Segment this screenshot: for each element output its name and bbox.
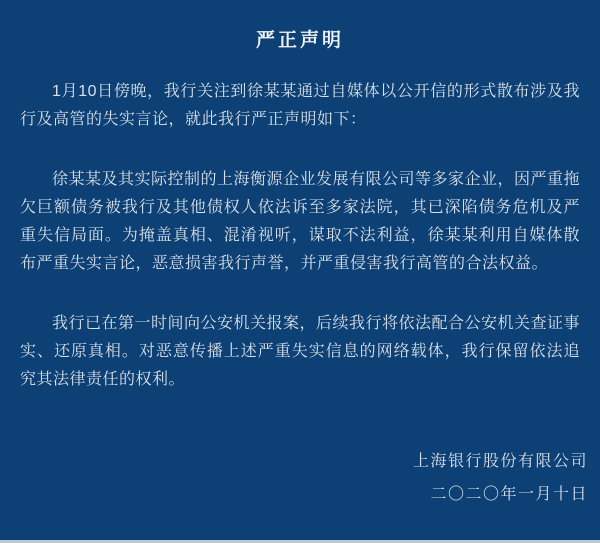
- signature-date: 二〇二〇年一月十日: [430, 486, 588, 503]
- statement-paragraph-1: 1月10日傍晚，我行关注到徐某某通过自媒体以公开信的形式散布涉及我行及高管的失实言论，就此我行严正声明如下：: [20, 83, 580, 128]
- statement-title: 严正声明: [255, 30, 344, 51]
- statement-paragraph-2: 徐某某及其实际控制的上海衡源企业发展有限公司等多家企业，因严重拖欠巨额债务被我行及其他债权人依法诉至多家法院，其已深陷债务危机及严重失信局面。为掩盖真相、混淆视听，谋取不法利益，徐某某利用自媒体散布严重失实言论，恶意损害我行声誉，并严重侵害我行高管的合法权益。: [20, 171, 581, 272]
- statement-paragraph-3: 我行已在第一时间向公安机关报案，后续我行将依法配合公安机关查证事实、还原真相。对恶意传播上述严重失实信息的网络载体，我行保留依法追究其法律责任的权利。: [20, 315, 581, 388]
- signature-company: 上海银行股份有限公司: [412, 453, 588, 470]
- signature-block: [413, 448, 588, 509]
